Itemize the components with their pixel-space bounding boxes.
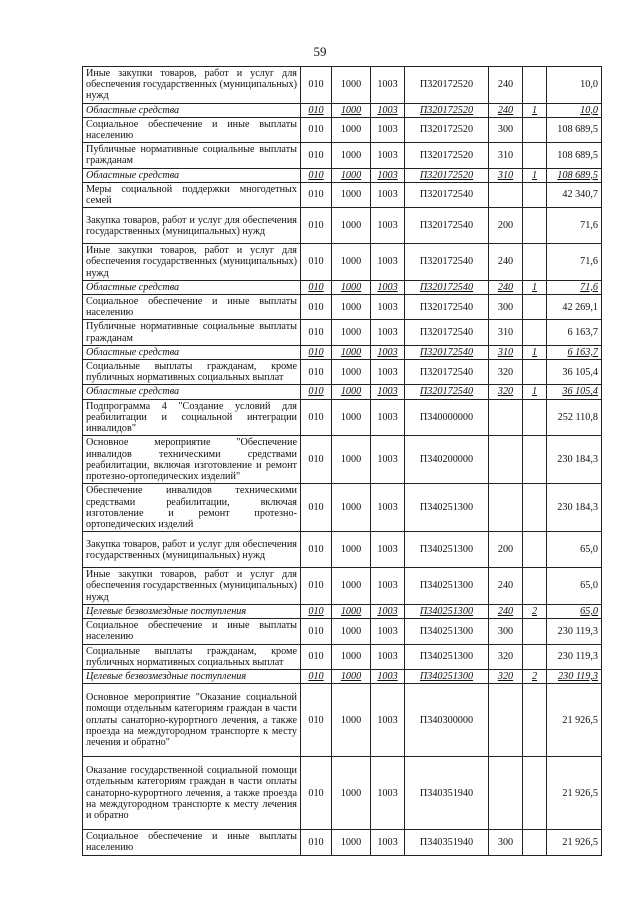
section-code: 1000 bbox=[332, 295, 371, 320]
amount: 71,6 bbox=[547, 244, 602, 281]
row-name: Закупка товаров, работ и услуг для обеспечения государственных (муниципальных) нужд bbox=[83, 208, 301, 244]
amount: 230 119,3 bbox=[547, 619, 602, 644]
subsection-code: 1003 bbox=[371, 67, 405, 104]
expense-type-code bbox=[489, 436, 523, 484]
target-article-code: П340251300 bbox=[405, 669, 489, 683]
section-code: 1000 bbox=[332, 385, 371, 399]
row-name: Целевые безвозмездные поступления bbox=[83, 604, 301, 618]
table-row bbox=[83, 295, 602, 320]
target-article-code: П320172540 bbox=[405, 280, 489, 294]
expense-type-code: 240 bbox=[489, 604, 523, 618]
amount: 65,0 bbox=[547, 604, 602, 618]
funding-source-code bbox=[523, 532, 547, 568]
row-name: Областные средства bbox=[83, 345, 301, 359]
subsection-code: 1003 bbox=[371, 619, 405, 644]
expense-type-code: 320 bbox=[489, 360, 523, 385]
funding-source-code bbox=[523, 436, 547, 484]
amount: 65,0 bbox=[547, 568, 602, 605]
ministry-code: 010 bbox=[301, 604, 332, 618]
subsection-code: 1003 bbox=[371, 182, 405, 207]
row-name: Областные средства bbox=[83, 168, 301, 182]
row-name: Областные средства bbox=[83, 385, 301, 399]
section-code: 1000 bbox=[332, 757, 371, 830]
table-row bbox=[83, 244, 602, 281]
expense-type-code: 310 bbox=[489, 143, 523, 168]
table-row bbox=[83, 436, 602, 484]
table-row bbox=[83, 182, 602, 207]
funding-source-code: 1 bbox=[523, 345, 547, 359]
target-article-code: П320172540 bbox=[405, 208, 489, 244]
target-article-code: П320172540 bbox=[405, 244, 489, 281]
row-name: Иные закупки товаров, работ и услуг для обеспечения государственных (муниципальных) нужд bbox=[83, 67, 301, 104]
budget-table bbox=[82, 66, 602, 856]
target-article-code: П320172540 bbox=[405, 320, 489, 345]
ministry-code: 010 bbox=[301, 168, 332, 182]
section-code: 1000 bbox=[332, 644, 371, 669]
subsection-code: 1003 bbox=[371, 103, 405, 117]
row-name: Областные средства bbox=[83, 280, 301, 294]
amount: 42 340,7 bbox=[547, 182, 602, 207]
table-row bbox=[83, 360, 602, 385]
target-article-code: П340251300 bbox=[405, 532, 489, 568]
section-code: 1000 bbox=[332, 67, 371, 104]
target-article-code: П320172520 bbox=[405, 67, 489, 104]
table-row bbox=[83, 143, 602, 168]
subsection-code: 1003 bbox=[371, 484, 405, 532]
ministry-code: 010 bbox=[301, 385, 332, 399]
section-code: 1000 bbox=[332, 399, 371, 436]
row-name: Иные закупки товаров, работ и услуг для обеспечения государственных (муниципальных) нужд bbox=[83, 568, 301, 605]
expense-type-code: 200 bbox=[489, 532, 523, 568]
target-article-code: П340300000 bbox=[405, 684, 489, 757]
section-code: 1000 bbox=[332, 684, 371, 757]
target-article-code: П320172540 bbox=[405, 295, 489, 320]
amount: 230 184,3 bbox=[547, 484, 602, 532]
table-row bbox=[83, 484, 602, 532]
target-article-code: П320172540 bbox=[405, 360, 489, 385]
expense-type-code: 320 bbox=[489, 385, 523, 399]
row-name: Социальные выплаты гражданам, кроме публичных нормативных социальных выплат bbox=[83, 644, 301, 669]
amount: 36 105,4 bbox=[547, 385, 602, 399]
row-name: Социальные выплаты гражданам, кроме публичных нормативных социальных выплат bbox=[83, 360, 301, 385]
ministry-code: 010 bbox=[301, 568, 332, 605]
row-name: Оказание государственной социальной помощи отдельным категориям граждан в части оплаты санаторно-курортного лечения, а также проезда на междугородном транспорте к месту лечения и обратно bbox=[83, 757, 301, 830]
target-article-code: П340000000 bbox=[405, 399, 489, 436]
expense-type-code: 320 bbox=[489, 669, 523, 683]
amount: 21 926,5 bbox=[547, 757, 602, 830]
expense-type-code bbox=[489, 757, 523, 830]
expense-type-code: 240 bbox=[489, 103, 523, 117]
target-article-code: П340351940 bbox=[405, 757, 489, 830]
section-code: 1000 bbox=[332, 143, 371, 168]
ministry-code: 010 bbox=[301, 532, 332, 568]
funding-source-code bbox=[523, 684, 547, 757]
funding-source-row bbox=[83, 280, 602, 294]
ministry-code: 010 bbox=[301, 320, 332, 345]
table-row bbox=[83, 568, 602, 605]
subsection-code: 1003 bbox=[371, 385, 405, 399]
expense-type-code: 200 bbox=[489, 208, 523, 244]
funding-source-code bbox=[523, 117, 547, 142]
table-row bbox=[83, 532, 602, 568]
amount: 10,0 bbox=[547, 103, 602, 117]
funding-source-code bbox=[523, 320, 547, 345]
ministry-code: 010 bbox=[301, 669, 332, 683]
funding-source-code bbox=[523, 208, 547, 244]
expense-type-code: 300 bbox=[489, 295, 523, 320]
target-article-code: П320172540 bbox=[405, 182, 489, 207]
funding-source-code bbox=[523, 830, 547, 855]
section-code: 1000 bbox=[332, 568, 371, 605]
target-article-code: П340251300 bbox=[405, 644, 489, 669]
subsection-code: 1003 bbox=[371, 280, 405, 294]
target-article-code: П320172540 bbox=[405, 385, 489, 399]
amount: 6 163,7 bbox=[547, 345, 602, 359]
expense-type-code: 320 bbox=[489, 644, 523, 669]
funding-source-code bbox=[523, 484, 547, 532]
funding-source-code bbox=[523, 399, 547, 436]
ministry-code: 010 bbox=[301, 208, 332, 244]
row-name: Меры социальной поддержки многодетных семей bbox=[83, 182, 301, 207]
page-number: 59 bbox=[313, 44, 327, 59]
amount: 21 926,5 bbox=[547, 830, 602, 855]
ministry-code: 010 bbox=[301, 619, 332, 644]
subsection-code: 1003 bbox=[371, 436, 405, 484]
row-name: Публичные нормативные социальные выплаты гражданам bbox=[83, 143, 301, 168]
ministry-code: 010 bbox=[301, 644, 332, 669]
ministry-code: 010 bbox=[301, 280, 332, 294]
expense-type-code bbox=[489, 684, 523, 757]
row-name: Областные средства bbox=[83, 103, 301, 117]
funding-source-row bbox=[83, 669, 602, 683]
expense-type-code bbox=[489, 484, 523, 532]
ministry-code: 010 bbox=[301, 244, 332, 281]
expense-type-code: 240 bbox=[489, 67, 523, 104]
subsection-code: 1003 bbox=[371, 208, 405, 244]
subsection-code: 1003 bbox=[371, 244, 405, 281]
funding-source-code bbox=[523, 360, 547, 385]
section-code: 1000 bbox=[332, 619, 371, 644]
subsection-code: 1003 bbox=[371, 669, 405, 683]
subsection-code: 1003 bbox=[371, 399, 405, 436]
table-row bbox=[83, 208, 602, 244]
amount: 108 689,5 bbox=[547, 117, 602, 142]
amount: 21 926,5 bbox=[547, 684, 602, 757]
amount: 65,0 bbox=[547, 532, 602, 568]
amount: 10,0 bbox=[547, 67, 602, 104]
ministry-code: 010 bbox=[301, 757, 332, 830]
amount: 36 105,4 bbox=[547, 360, 602, 385]
funding-source-row bbox=[83, 604, 602, 618]
funding-source-code: 1 bbox=[523, 280, 547, 294]
expense-type-code bbox=[489, 182, 523, 207]
funding-source-code: 2 bbox=[523, 669, 547, 683]
amount: 108 689,5 bbox=[547, 143, 602, 168]
ministry-code: 010 bbox=[301, 436, 332, 484]
funding-source-code: 1 bbox=[523, 168, 547, 182]
funding-source-code bbox=[523, 619, 547, 644]
table-row bbox=[83, 830, 602, 855]
table-row bbox=[83, 117, 602, 142]
target-article-code: П320172520 bbox=[405, 117, 489, 142]
section-code: 1000 bbox=[332, 436, 371, 484]
expense-type-code: 300 bbox=[489, 830, 523, 855]
section-code: 1000 bbox=[332, 103, 371, 117]
amount: 6 163,7 bbox=[547, 320, 602, 345]
amount: 230 119,3 bbox=[547, 669, 602, 683]
subsection-code: 1003 bbox=[371, 568, 405, 605]
section-code: 1000 bbox=[332, 244, 371, 281]
target-article-code: П320172520 bbox=[405, 143, 489, 168]
section-code: 1000 bbox=[332, 669, 371, 683]
expense-type-code bbox=[489, 399, 523, 436]
expense-type-code: 310 bbox=[489, 345, 523, 359]
row-name: Подпрограмма 4 "Создание условий для реабилитации и социальной интеграции инвалидов" bbox=[83, 399, 301, 436]
ministry-code: 010 bbox=[301, 360, 332, 385]
target-article-code: П340200000 bbox=[405, 436, 489, 484]
ministry-code: 010 bbox=[301, 399, 332, 436]
target-article-code: П340251300 bbox=[405, 619, 489, 644]
table-row bbox=[83, 399, 602, 436]
subsection-code: 1003 bbox=[371, 604, 405, 618]
amount: 71,6 bbox=[547, 208, 602, 244]
row-name: Социальное обеспечение и иные выплаты населению bbox=[83, 117, 301, 142]
amount: 230 184,3 bbox=[547, 436, 602, 484]
subsection-code: 1003 bbox=[371, 295, 405, 320]
section-code: 1000 bbox=[332, 532, 371, 568]
target-article-code: П320172540 bbox=[405, 345, 489, 359]
funding-source-row bbox=[83, 345, 602, 359]
row-name: Социальное обеспечение и иные выплаты населению bbox=[83, 830, 301, 855]
table-row bbox=[83, 684, 602, 757]
subsection-code: 1003 bbox=[371, 345, 405, 359]
expense-type-code: 240 bbox=[489, 244, 523, 281]
section-code: 1000 bbox=[332, 208, 371, 244]
expense-type-code: 310 bbox=[489, 168, 523, 182]
subsection-code: 1003 bbox=[371, 532, 405, 568]
table-row bbox=[83, 619, 602, 644]
ministry-code: 010 bbox=[301, 143, 332, 168]
section-code: 1000 bbox=[332, 320, 371, 345]
expense-type-code: 300 bbox=[489, 117, 523, 142]
table-row bbox=[83, 67, 602, 104]
funding-source-row bbox=[83, 385, 602, 399]
funding-source-code: 1 bbox=[523, 103, 547, 117]
amount: 230 119,3 bbox=[547, 644, 602, 669]
ministry-code: 010 bbox=[301, 103, 332, 117]
row-name: Социальное обеспечение и иные выплаты населению bbox=[83, 619, 301, 644]
ministry-code: 010 bbox=[301, 182, 332, 207]
row-name: Публичные нормативные социальные выплаты гражданам bbox=[83, 320, 301, 345]
funding-source-row bbox=[83, 168, 602, 182]
table-row bbox=[83, 320, 602, 345]
row-name: Закупка товаров, работ и услуг для обеспечения государственных (муниципальных) нужд bbox=[83, 532, 301, 568]
ministry-code: 010 bbox=[301, 295, 332, 320]
section-code: 1000 bbox=[332, 830, 371, 855]
ministry-code: 010 bbox=[301, 345, 332, 359]
target-article-code: П340251300 bbox=[405, 484, 489, 532]
funding-source-code bbox=[523, 644, 547, 669]
subsection-code: 1003 bbox=[371, 117, 405, 142]
subsection-code: 1003 bbox=[371, 757, 405, 830]
amount: 71,6 bbox=[547, 280, 602, 294]
target-article-code: П340351940 bbox=[405, 830, 489, 855]
row-name: Целевые безвозмездные поступления bbox=[83, 669, 301, 683]
funding-source-code bbox=[523, 757, 547, 830]
row-name: Основное мероприятие "Оказание социальной помощи отдельным категориям граждан в части оплаты санаторно-курортного лечения, а также проезда на междугородном транспорте к месту лечения и обратно" bbox=[83, 684, 301, 757]
funding-source-code bbox=[523, 568, 547, 605]
funding-source-code bbox=[523, 143, 547, 168]
ministry-code: 010 bbox=[301, 484, 332, 532]
funding-source-row bbox=[83, 103, 602, 117]
funding-source-code bbox=[523, 67, 547, 104]
target-article-code: П320172520 bbox=[405, 168, 489, 182]
table-row bbox=[83, 757, 602, 830]
target-article-code: П340251300 bbox=[405, 568, 489, 605]
target-article-code: П340251300 bbox=[405, 604, 489, 618]
row-name: Основное мероприятие "Обеспечение инвалидов техническими средствами реабилитации, включая изготовление и ремонт протезно-ортопедических изделий" bbox=[83, 436, 301, 484]
section-code: 1000 bbox=[332, 360, 371, 385]
subsection-code: 1003 bbox=[371, 320, 405, 345]
row-name: Социальное обеспечение и иные выплаты населению bbox=[83, 295, 301, 320]
section-code: 1000 bbox=[332, 168, 371, 182]
row-name: Иные закупки товаров, работ и услуг для обеспечения государственных (муниципальных) нужд bbox=[83, 244, 301, 281]
section-code: 1000 bbox=[332, 182, 371, 207]
target-article-code: П320172520 bbox=[405, 103, 489, 117]
amount: 42 269,1 bbox=[547, 295, 602, 320]
subsection-code: 1003 bbox=[371, 143, 405, 168]
subsection-code: 1003 bbox=[371, 360, 405, 385]
expense-type-code: 240 bbox=[489, 280, 523, 294]
expense-type-code: 300 bbox=[489, 619, 523, 644]
section-code: 1000 bbox=[332, 280, 371, 294]
funding-source-code bbox=[523, 295, 547, 320]
subsection-code: 1003 bbox=[371, 644, 405, 669]
funding-source-code bbox=[523, 182, 547, 207]
ministry-code: 010 bbox=[301, 830, 332, 855]
section-code: 1000 bbox=[332, 484, 371, 532]
ministry-code: 010 bbox=[301, 117, 332, 142]
subsection-code: 1003 bbox=[371, 168, 405, 182]
row-name: Обеспечение инвалидов техническими средствами реабилитации, включая изготовление и ремонт протезно-ортопедических изделий bbox=[83, 484, 301, 532]
amount: 108 689,5 bbox=[547, 168, 602, 182]
funding-source-code: 1 bbox=[523, 385, 547, 399]
section-code: 1000 bbox=[332, 345, 371, 359]
funding-source-code: 2 bbox=[523, 604, 547, 618]
ministry-code: 010 bbox=[301, 684, 332, 757]
section-code: 1000 bbox=[332, 117, 371, 142]
amount: 252 110,8 bbox=[547, 399, 602, 436]
table-row bbox=[83, 644, 602, 669]
expense-type-code: 240 bbox=[489, 568, 523, 605]
ministry-code: 010 bbox=[301, 67, 332, 104]
funding-source-code bbox=[523, 244, 547, 281]
subsection-code: 1003 bbox=[371, 684, 405, 757]
expense-type-code: 310 bbox=[489, 320, 523, 345]
section-code: 1000 bbox=[332, 604, 371, 618]
subsection-code: 1003 bbox=[371, 830, 405, 855]
